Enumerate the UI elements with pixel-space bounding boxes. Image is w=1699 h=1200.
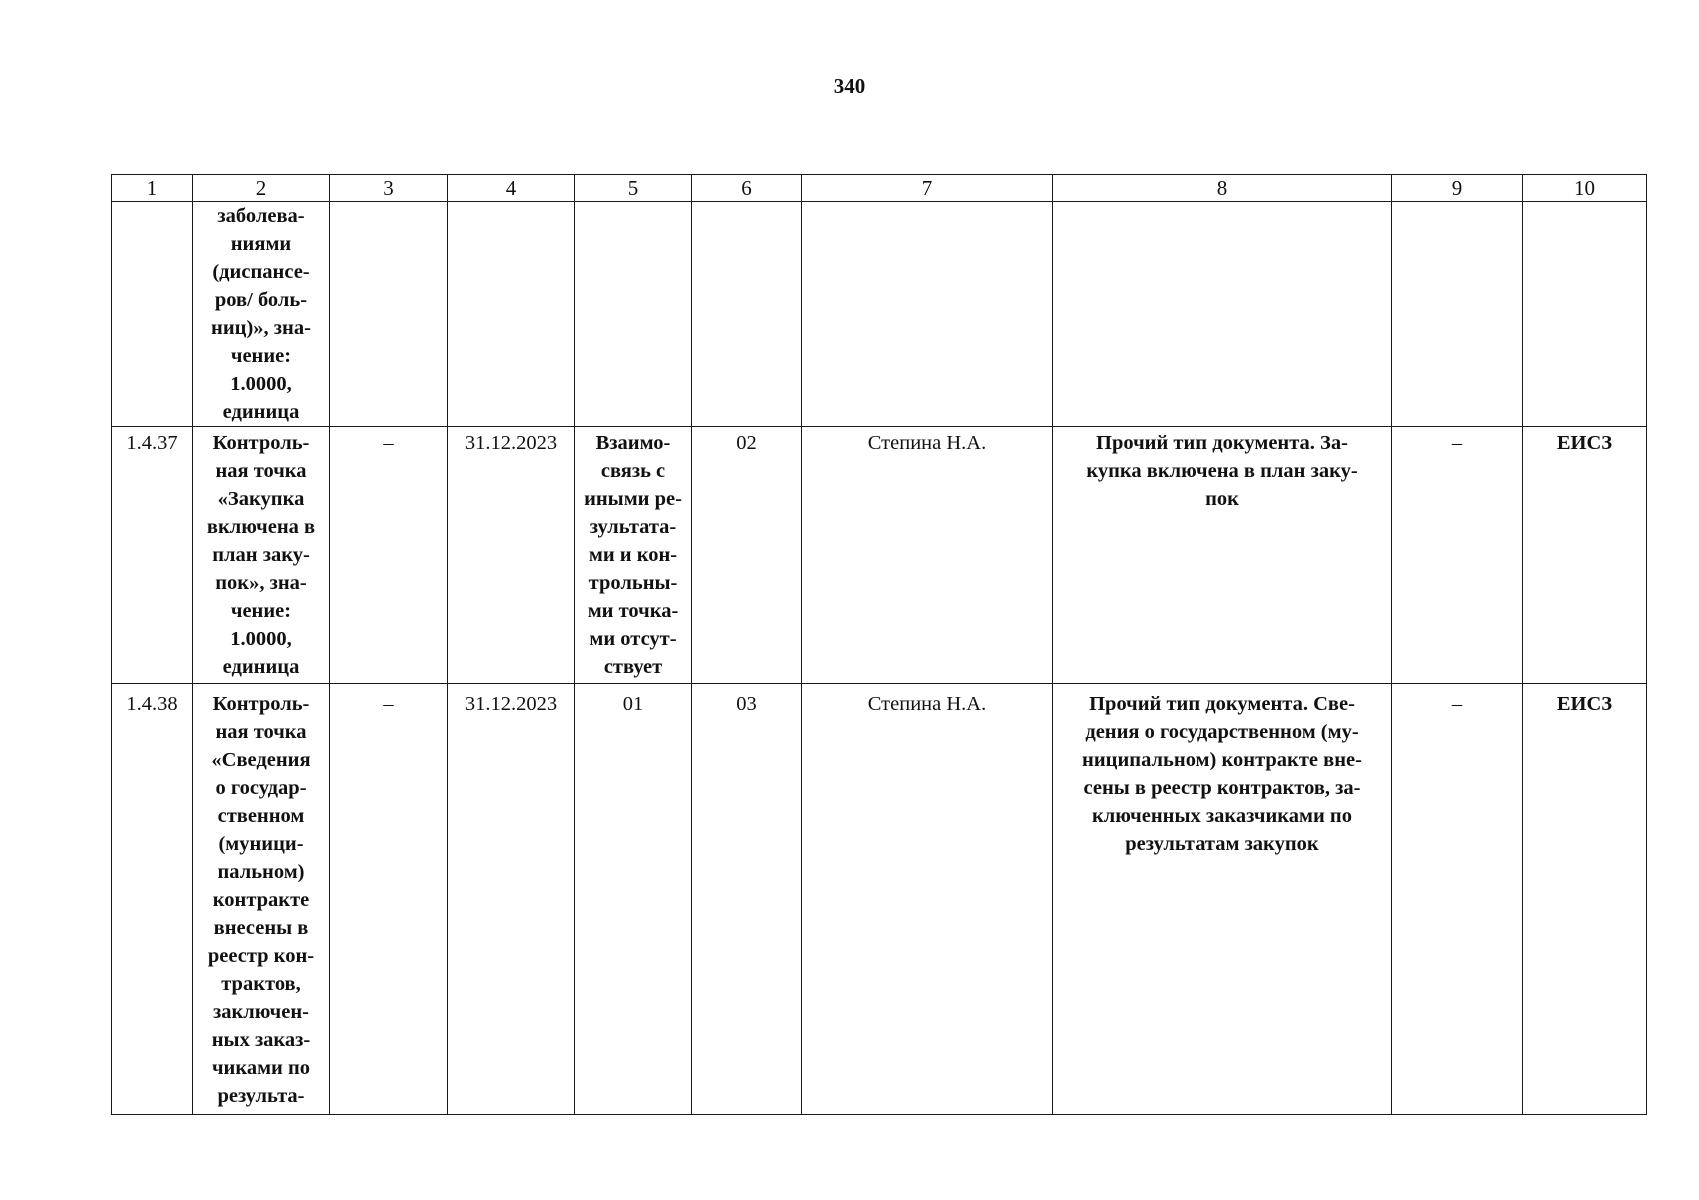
column-6-cell: 02 (692, 427, 802, 684)
row-number-cell: 1.4.38 (112, 684, 193, 1115)
date-cell (448, 202, 575, 427)
column-header: 5 (575, 175, 692, 202)
responsible-cell: Степина Н.А. (802, 427, 1053, 684)
column-3-cell: – (330, 427, 448, 684)
table-header-row (112, 175, 1647, 202)
table-row (112, 202, 1647, 427)
responsible-cell: Степина Н.А. (802, 684, 1053, 1115)
column-header: 3 (330, 175, 448, 202)
column-9-cell: – (1392, 684, 1523, 1115)
table-row (112, 684, 1647, 1115)
column-6-cell: 03 (692, 684, 802, 1115)
column-6-cell (692, 202, 802, 427)
control-point-name-cell: Контроль- ная точка «Сведения о государ- ственном (муници- пальном) контракте внесены в реестр кон- трактов, заключен- ных заказ- чиками по результа- (193, 684, 330, 1115)
column-header: 4 (448, 175, 575, 202)
date-cell: 31.12.2023 (448, 684, 575, 1115)
table-row (112, 427, 1647, 684)
page-number: 340 (833, 74, 866, 98)
row-number-cell: 1.4.37 (112, 427, 193, 684)
column-header: 1 (112, 175, 193, 202)
row-number-cell (112, 202, 193, 427)
column-header: 8 (1053, 175, 1392, 202)
date-cell: 31.12.2023 (448, 427, 575, 684)
document-cell (1053, 202, 1392, 427)
responsible-cell (802, 202, 1053, 427)
column-header: 7 (802, 175, 1053, 202)
system-cell: ЕИСЗ (1523, 684, 1647, 1115)
column-5-cell: Взаимо- связь с иными ре- зультата- ми и кон- трольны- ми точка- ми отсут- ствует (575, 427, 692, 684)
column-3-cell: – (330, 684, 448, 1115)
system-cell (1523, 202, 1647, 427)
column-5-cell (575, 202, 692, 427)
control-point-name-cell: заболева- ниями (диспансе- ров/ боль- ниц)», зна- чение: 1.0000, единица (193, 202, 330, 427)
system-cell: ЕИСЗ (1523, 427, 1647, 684)
column-9-cell: – (1392, 427, 1523, 684)
control-points-table (111, 174, 1647, 1115)
column-header: 9 (1392, 175, 1523, 202)
column-9-cell (1392, 202, 1523, 427)
column-header: 2 (193, 175, 330, 202)
column-5-cell: 01 (575, 684, 692, 1115)
column-header: 10 (1523, 175, 1647, 202)
document-cell: Прочий тип документа. Све- дения о государственном (му- ниципальном) контракте вне- сены в реестр контрактов, за- ключенных заказчиками по результатам закупок (1053, 684, 1392, 1115)
column-header: 6 (692, 175, 802, 202)
column-3-cell (330, 202, 448, 427)
document-cell: Прочий тип документа. За- купка включена в план заку- пок (1053, 427, 1392, 684)
control-point-name-cell: Контроль- ная точка «Закупка включена в план заку- пок», зна- чение: 1.0000, единица (193, 427, 330, 684)
